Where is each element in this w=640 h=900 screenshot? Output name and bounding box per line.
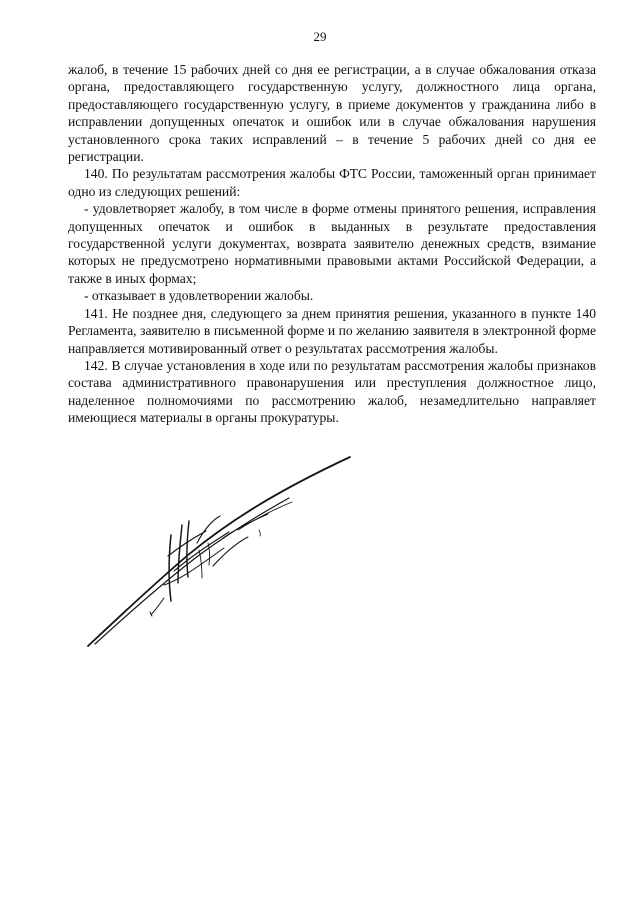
document-body: [68, 61, 596, 427]
page-number: 29: [313, 29, 327, 44]
paragraph-item-140-option-2: - отказывает в удовлетворении жалобы.: [84, 288, 314, 304]
paragraph-item-140: 140. По результатам рассмотрения жалобы ФТС России, таможенный орган принимает одно из следующих решений:: [68, 166, 596, 199]
paragraph-continuation: жалоб, в течение 15 рабочих дней со дня ее регистрации, а в случае обжалования отказа органа, предоставляющего государственную услугу, должностного лица органа, предоставляющего государственную услугу, в приеме документов у гражданина либо в исправлении допущенных опечаток и ошибок или в случае обжалования нарушения установленного срока таких исправлений – в течение 5 рабочих дней со дня ее регистрации.: [68, 62, 596, 165]
paragraph-item-140-option-1: - удовлетворяет жалобу, в том числе в форме отмены принятого решения, исправления допущенных опечаток и ошибок в выданных в результате предоставления государственной услуги документах, возврата заявителю денежных средств, взимание которых не предусмотрено нормативными правовыми актами Российской Федерации, а также в иных формах;: [68, 201, 596, 286]
paragraph-item-141: 141. Не позднее дня, следующего за днем принятия решения, указанного в пункте 140 Регламента, заявителю в письменной форме и по желанию заявителя в электронной форме направляется мотивированный ответ о результатах рассмотрения жалобы.: [68, 305, 596, 356]
handwritten-signature-icon: [78, 452, 358, 657]
paragraph-item-142: 142. В случае установления в ходе или по результатам рассмотрения жалобы признаков состава административного правонарушения или преступления должностное лицо, наделенное полномочиями по рассмотрению жалоб, незамедлительно направляет имеющиеся материалы в органы прокуратуры.: [68, 357, 596, 426]
